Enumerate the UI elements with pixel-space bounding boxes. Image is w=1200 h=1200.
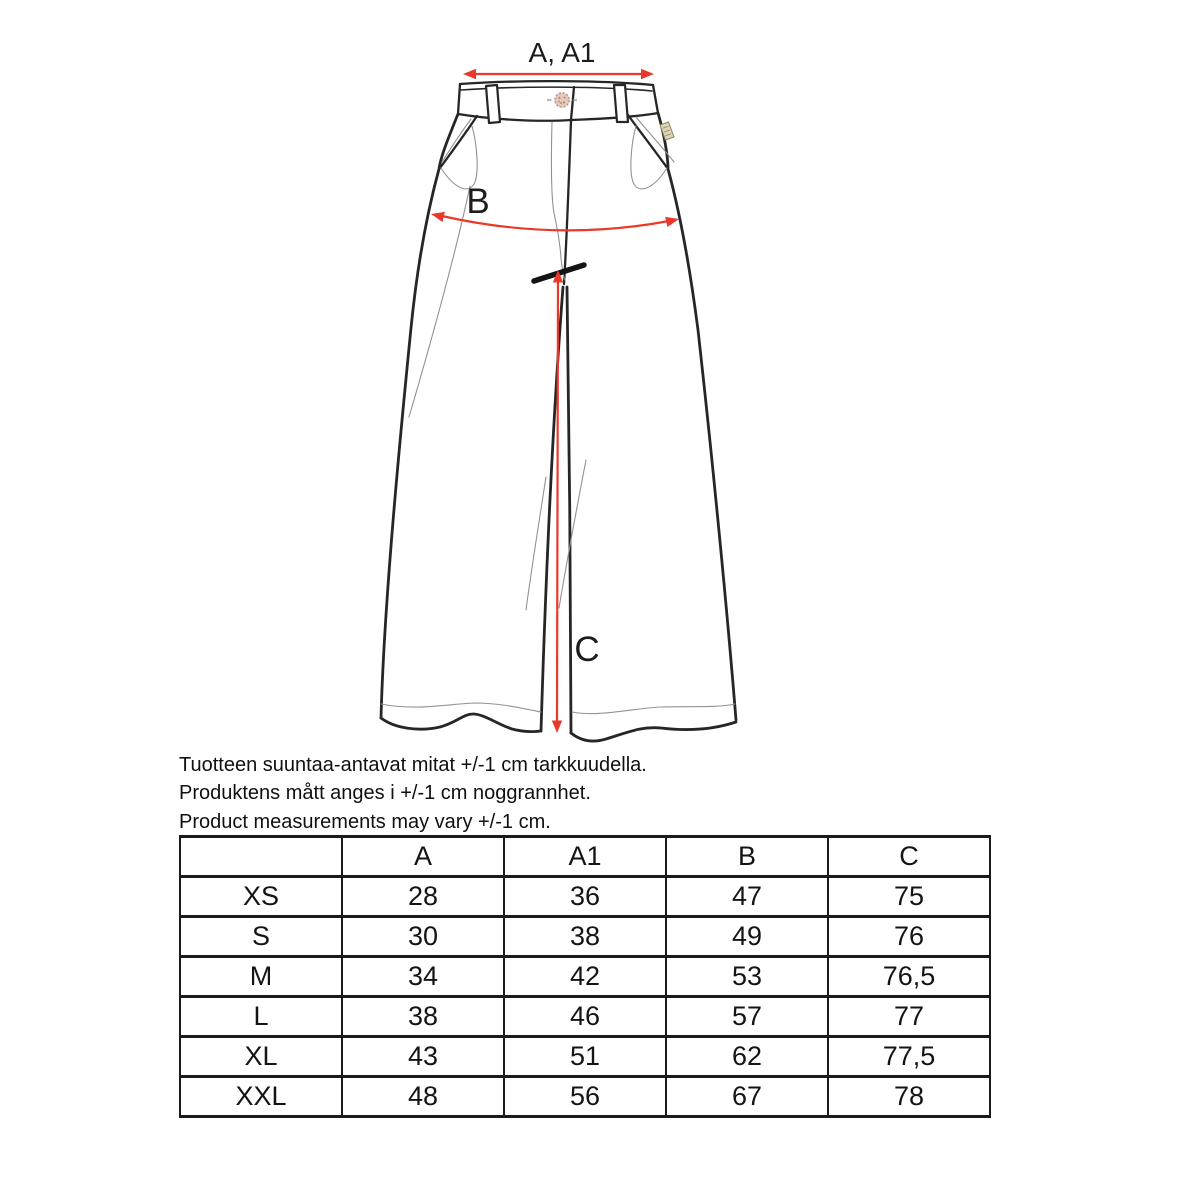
fly-j-stitch — [551, 122, 565, 280]
right-inner-seam — [567, 287, 571, 733]
size-row-l — [180, 997, 990, 1037]
measurement-notes — [179, 751, 647, 836]
left-outer-seam — [381, 114, 458, 718]
size-value: 76 — [828, 917, 990, 957]
size-value: 43 — [342, 1037, 504, 1077]
size-value: 75 — [828, 877, 990, 917]
size-value: 36 — [504, 877, 666, 917]
fly-center-line — [564, 121, 571, 284]
left-inner-seam — [541, 287, 563, 731]
size-value: 38 — [504, 917, 666, 957]
size-value: 76,5 — [828, 957, 990, 997]
size-label: XXL — [180, 1077, 342, 1117]
size-table-col-a1: A1 — [504, 837, 666, 877]
measurement-label-hip: B — [466, 182, 490, 221]
brand-tag-icon — [660, 122, 674, 140]
waistband-left-edge — [458, 84, 460, 114]
size-value: 30 — [342, 917, 504, 957]
size-row-m — [180, 957, 990, 997]
waistband-center-seam — [571, 87, 574, 120]
size-value: 34 — [342, 957, 504, 997]
left-leg-crease-lower — [526, 477, 546, 610]
size-row-s — [180, 917, 990, 957]
pockets — [440, 115, 674, 189]
right-pocket-bag-line — [631, 126, 667, 189]
size-label: XL — [180, 1037, 342, 1077]
belt-loop-left — [486, 85, 500, 123]
left-hem-stitch-line — [381, 703, 541, 712]
size-label: S — [180, 917, 342, 957]
size-value: 48 — [342, 1077, 504, 1117]
size-value: 46 — [504, 997, 666, 1037]
size-table-corner-cell — [180, 837, 342, 877]
right-outer-seam — [658, 113, 736, 720]
left-hem — [381, 714, 541, 732]
size-value: 49 — [666, 917, 828, 957]
size-table — [179, 835, 991, 1118]
left-pocket-opening — [440, 116, 477, 168]
size-value: 62 — [666, 1037, 828, 1077]
size-value: 78 — [828, 1077, 990, 1117]
size-row-xs — [180, 877, 990, 917]
size-value: 53 — [666, 957, 828, 997]
size-label: L — [180, 997, 342, 1037]
right-hem — [571, 722, 736, 741]
waistband-right-edge — [653, 85, 658, 113]
size-label: M — [180, 957, 342, 997]
measurement-label-inseam: C — [574, 630, 600, 669]
size-table-col-a: A — [342, 837, 504, 877]
size-value: 77 — [828, 997, 990, 1037]
waistband — [458, 81, 674, 140]
size-row-xxl — [180, 1077, 990, 1117]
size-value: 28 — [342, 877, 504, 917]
size-value: 47 — [666, 877, 828, 917]
size-value: 67 — [666, 1077, 828, 1117]
arrow-inseam-c — [552, 270, 563, 733]
size-row-xl — [180, 1037, 990, 1077]
size-value: 42 — [504, 957, 666, 997]
arrow-waist-a — [463, 69, 654, 79]
size-label: XS — [180, 877, 342, 917]
size-table-col-c: C — [828, 837, 990, 877]
size-value: 38 — [342, 997, 504, 1037]
note-english: Product measurements may vary +/-1 cm. — [179, 810, 551, 833]
right-hem-stitch-line — [572, 704, 735, 714]
size-value: 51 — [504, 1037, 666, 1077]
size-value: 77,5 — [828, 1037, 990, 1077]
measurement-label-waist: A, A1 — [528, 37, 596, 68]
note-finnish: Tuotteen suuntaa-antavat mitat +/-1 cm tarkkuudella. — [179, 754, 647, 776]
note-swedish: Produktens mått anges i +/-1 cm noggrannhet. — [179, 782, 591, 805]
belt-loop-right — [614, 85, 628, 122]
size-table-header-row — [180, 837, 990, 877]
size-value: 56 — [504, 1077, 666, 1117]
size-value: 57 — [666, 997, 828, 1037]
size-table-col-b: B — [666, 837, 828, 877]
right-leg-crease-lower — [559, 460, 586, 608]
